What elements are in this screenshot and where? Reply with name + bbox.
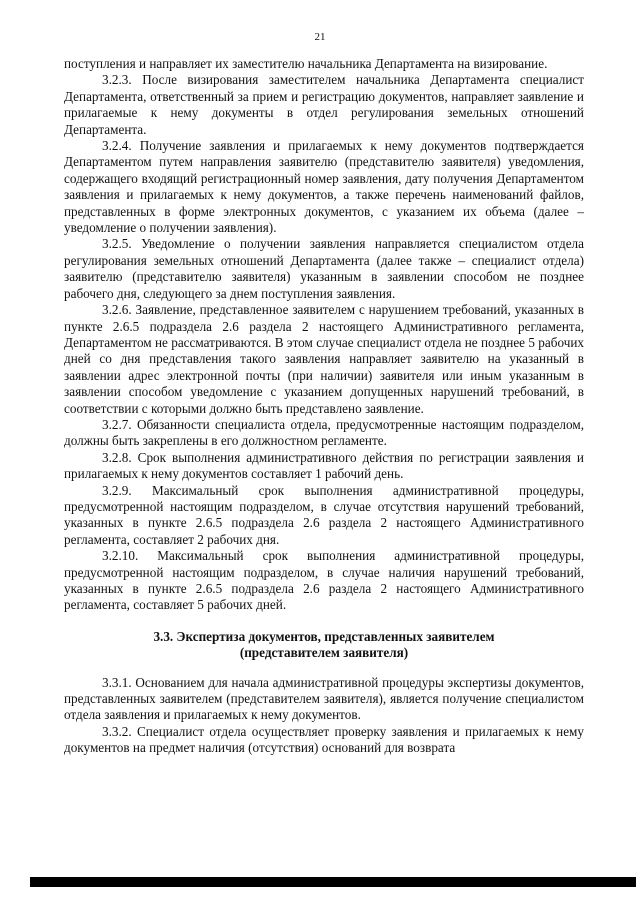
paragraph-3-3-2: 3.3.2. Специалист отдела осуществляет проверку заявления и прилагаемых к нему документов на предмет наличия (отсутствия) оснований для возврата	[64, 723, 584, 756]
page-number: 21	[314, 31, 326, 43]
paragraph-3-2-4: 3.2.4. Получение заявления и прилагаемых к нему документов подтверждается Департаментом путем направления заявителю (представителю заявителя) уведомления, содержащего входящий регистрационный номер заявления, дату получения Департаментом заявления и прилагаемых к нему документов, а также перечень наименований файлов, представленных в форме электронных документов, с указанием их объема (далее – уведомление о получении заявления).	[64, 138, 584, 236]
paragraph-3-2-8: 3.2.8. Срок выполнения административного действия по регистрации заявления и прилагаемых к нему документов составляет 1 рабочий день.	[64, 449, 584, 482]
section-heading-line-1: 3.3. Экспертиза документов, представленных заявителем	[153, 628, 495, 644]
section-heading-line-2: (представителем заявителя)	[239, 645, 409, 661]
paragraph-3-2-3: 3.2.3. После визирования заместителем начальника Департамента специалист Департамента, ответственный за прием и регистрацию документов, направляет заявление и прилагаемые к нему документы в отдел регулирования земельных отношений Департамента.	[64, 72, 584, 137]
document-body	[64, 56, 584, 757]
paragraph-3-2-7: 3.2.7. Обязанности специалиста отдела, предусмотренные настоящим подразделом, должны быть закреплены в его должностном регламенте.	[64, 416, 584, 449]
paragraph-3-2-10: 3.2.10. Максимальный срок выполнения административной процедуры, предусмотренной настоящим подразделом, в случае наличия нарушений требований, указанных в пункте 2.6.5 подраздела 2.6 раздела 2 настоящего Административного регламента, составляет 5 рабочих дней.	[64, 548, 584, 613]
section-heading-3-3	[64, 629, 584, 662]
clauses-3-2	[64, 56, 584, 614]
paragraph-3-2-6: 3.2.6. Заявление, представленное заявителем с нарушением требований, указанных в пункте 2.6.5 подраздела 2.6 раздела 2 настоящего Административного регламента, Департаментом не рассматриваются. В этом случае специалист отдела не позднее 5 рабочих дней со дня представления такого заявления направляет заявителю на указанный в заявлении адрес электронной почты (при наличии) заявителя или иным указанным в заявлении способом уведомление с указанием допущенных нарушений требований, в соответствии с которыми должно быть представлено заявление.	[64, 302, 584, 416]
paragraph-cont: поступления и направляет их заместителю начальника Департамента на визирование.	[64, 56, 548, 71]
clauses-3-3	[64, 675, 584, 757]
scan-edge-bar	[30, 877, 636, 887]
paragraph-3-3-1: 3.3.1. Основанием для начала административной процедуры экспертизы документов, представленных заявителем (представителем заявителя), является получение специалистом отдела заявления и прилагаемых к нему документов.	[64, 674, 584, 723]
paragraph-3-2-9: 3.2.9. Максимальный срок выполнения административной процедуры, предусмотренной настоящим подразделом, в случае отсутствия нарушений требований, указанных в пункте 2.6.5 подраздела 2.6 раздела 2 настоящего Административного регламента, составляет 2 рабочих дня.	[64, 482, 584, 547]
paragraph-3-2-5: 3.2.5. Уведомление о получении заявления направляется специалистом отдела регулирования земельных отношений Департамента (далее также – специалист отдела) заявителю (представителю заявителя) указанным в заявлении способом не позднее рабочего дня, следующего за днем поступления заявления.	[64, 236, 584, 301]
